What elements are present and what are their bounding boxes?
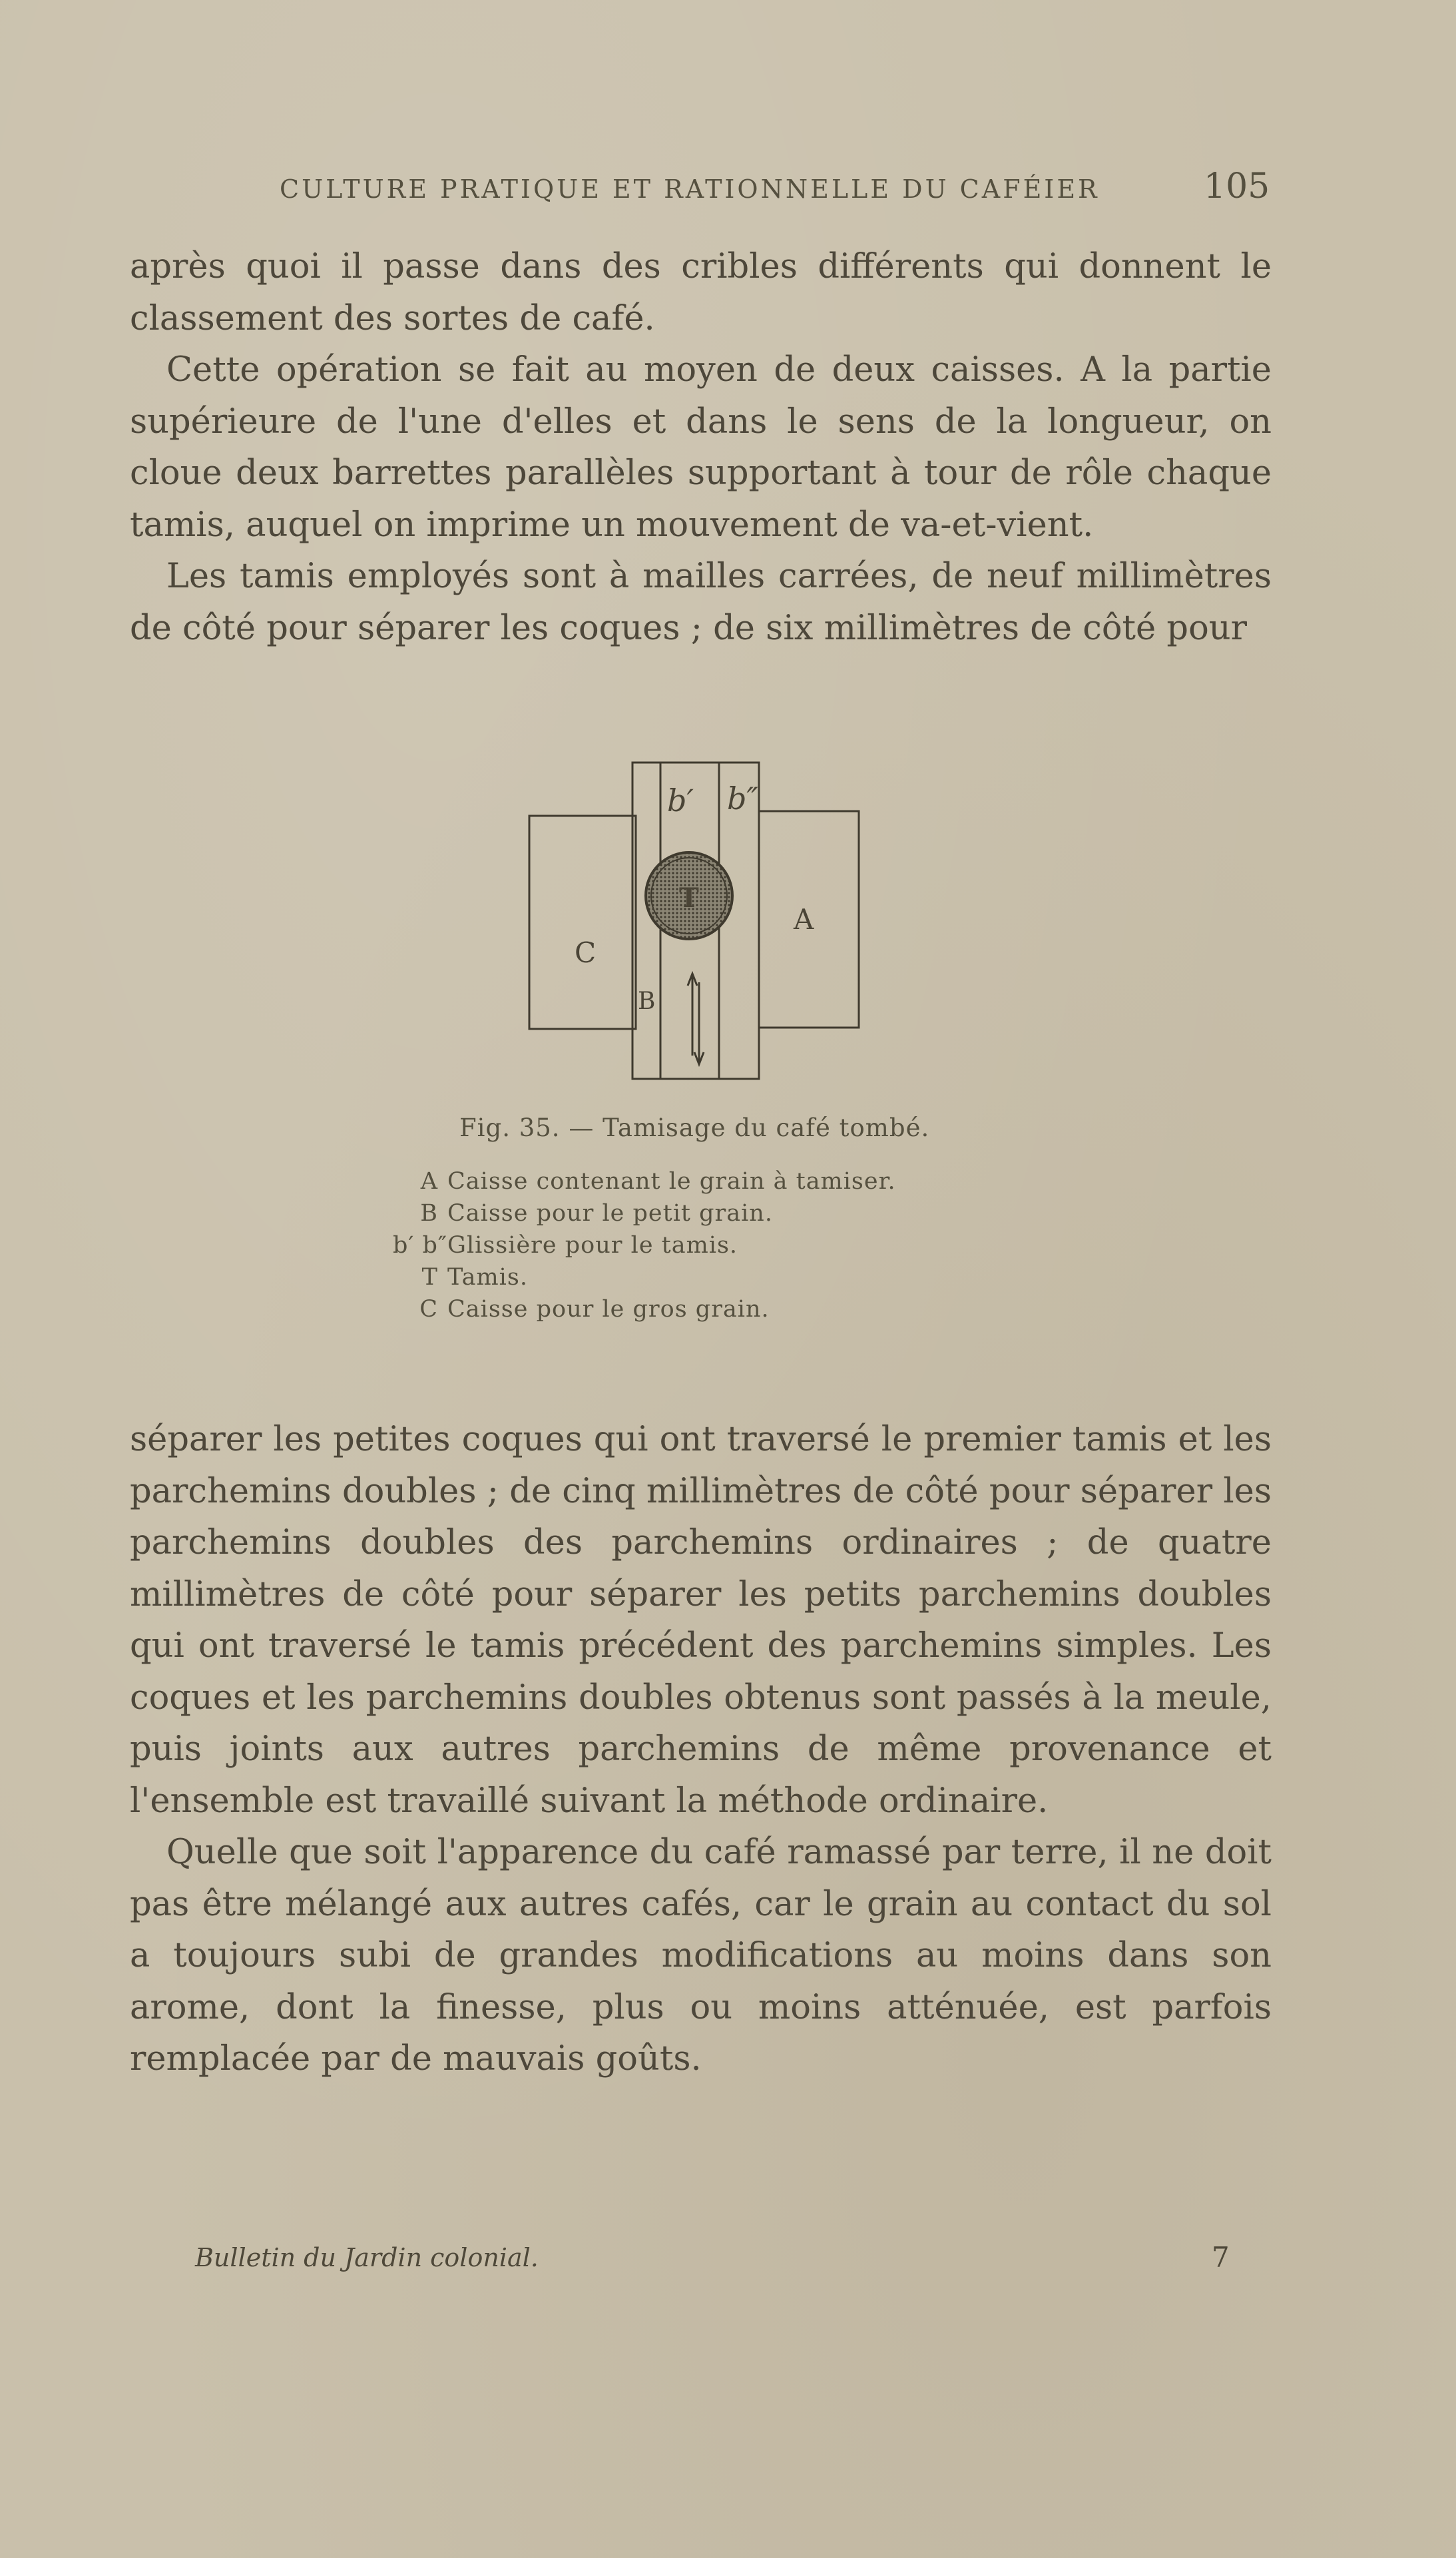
figure-caption: Fig. 35. — Tamisage du café tombé. xyxy=(459,1114,930,1142)
footer-sheet-number: 7 xyxy=(1212,2241,1230,2274)
legend-text: Caisse pour le gros grain. xyxy=(447,1296,770,1323)
legend-text: Tamis. xyxy=(447,1264,528,1291)
legend-row xyxy=(393,1165,896,1197)
legend-row xyxy=(393,1293,896,1325)
paragraph: Cette opération se fait au moyen de deux caisses. A la partie supérieure de l'une d'elles et dans le sens de la longueur, on cloue deux barrettes parallèles supportant à tour de rôle chaque tamis, auquel on imprime un mouvement de va-et-vient. xyxy=(130,350,1272,545)
paragraph: après quoi il passe dans des cribles différents qui donnent le classement des sortes de café. xyxy=(130,247,1272,338)
label-b-prime: b′ xyxy=(667,783,694,818)
running-head: CULTURE PRATIQUE ET RATIONNELLE DU CAFÉIER xyxy=(280,174,1100,204)
legend-key: B xyxy=(420,1200,438,1227)
legend-text: Caisse pour le petit grain. xyxy=(447,1200,773,1227)
legend-row xyxy=(393,1261,896,1293)
legend-key: C xyxy=(419,1296,438,1323)
paragraph: séparer les petites coques qui ont traversé le premier tamis et les parchemins doubles ; de cinq millimètres de côté pour séparer les parchemins doubles des parchemins ordinaires ; de quatre millimètres de côté pour séparer les petits parchemins doubles qui ont traversé le tamis précédent des parchemins simples. Les coques et les parchemins doubles obtenus sont passés à la meule, puis joints aux autres parchemins de même provenance et l'ensemble est travaillé suivant la méthode ordinaire. xyxy=(130,1420,1272,1821)
legend-key: A xyxy=(420,1168,438,1195)
label-b-double-prime: b″ xyxy=(727,781,758,816)
body-text-top xyxy=(130,241,1272,654)
legend-row xyxy=(393,1229,896,1261)
legend-key: b′ b″ xyxy=(393,1232,447,1259)
paragraph: Quelle que soit l'apparence du café ramassé par terre, il ne doit pas être mélangé aux autres cafés, car le grain au contact du sol a toujours subi de grandes modifications au moins dans son arome, dont la finesse, plus ou moins atténuée, est parfois remplacée par de mauvais goûts. xyxy=(130,1833,1272,2078)
legend-text: Caisse contenant le grain à tamiser. xyxy=(447,1168,896,1195)
figure-legend xyxy=(393,1165,896,1325)
sieving-diagram xyxy=(519,759,865,1086)
label-a: A xyxy=(794,903,814,936)
body-text-bottom xyxy=(130,1414,1272,2085)
label-c: C xyxy=(575,936,597,969)
box-c xyxy=(529,816,636,1029)
legend-text: Glissière pour le tamis. xyxy=(447,1232,738,1259)
legend-row xyxy=(393,1197,896,1229)
page-number: 105 xyxy=(1204,166,1270,206)
label-t: T xyxy=(679,882,699,914)
paragraph: Les tamis employés sont à mailles carrées, de neuf millimètres de côté pour séparer les coques ; de six millimètres de côté pour xyxy=(130,557,1272,648)
sieving-diagram-svg xyxy=(519,759,865,1086)
footer-journal-title: Bulletin du Jardin colonial. xyxy=(195,2243,539,2272)
label-b: B xyxy=(638,988,656,1015)
legend-key: T xyxy=(421,1264,438,1291)
